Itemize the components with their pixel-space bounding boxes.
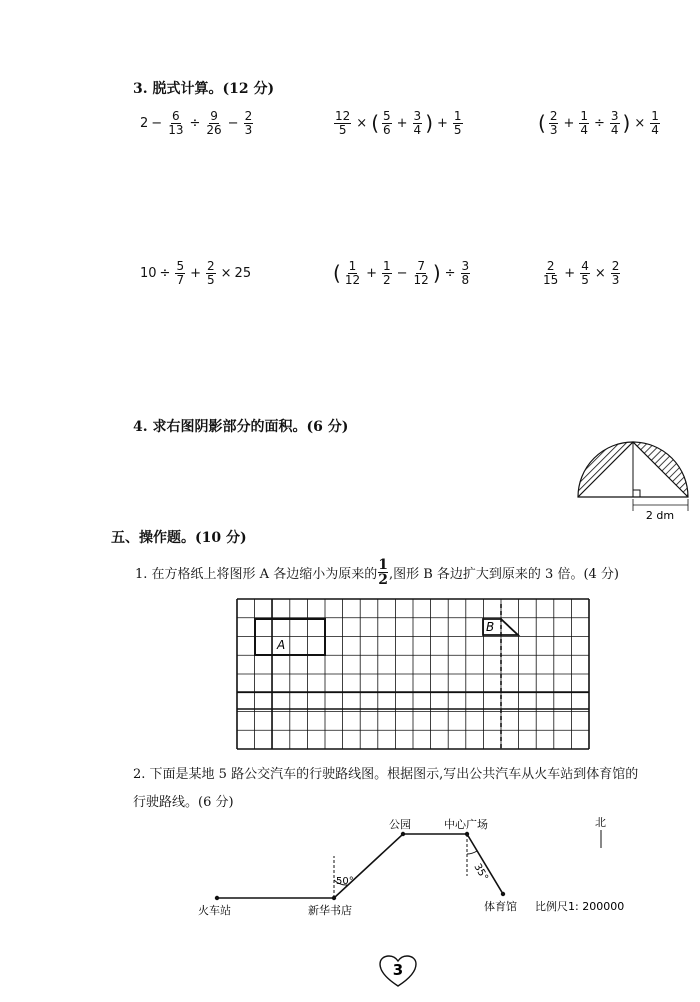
fraction-half: 1 2 (378, 557, 388, 588)
grid-paper (236, 598, 591, 751)
fraction: $\frac{2}{15}$ (543, 259, 559, 287)
operator: × (220, 265, 232, 281)
stop-label: 体育馆 (484, 900, 517, 913)
fraction: $\frac{2}{5}$ (207, 259, 215, 287)
north-label: 北 (595, 816, 606, 829)
operator: + (366, 265, 377, 281)
fraction: $\frac{2}{3}$ (611, 259, 620, 287)
fraction: $\frac{1}{5}$ (453, 109, 462, 137)
operator: + (437, 115, 448, 131)
s5-q2-line1: 2. 下面是某地 5 路公交汽车的行驶路线图。根据图示,写出公共汽车从火车站到体育馆的 (133, 767, 639, 782)
fraction: $\frac{2}{3}$ (244, 109, 253, 137)
operator: − (227, 115, 239, 131)
page-number-heart (378, 955, 418, 989)
fraction: $\frac{3}{4}$ (413, 109, 422, 137)
s5-q1-text (135, 558, 619, 587)
fraction: $\frac{9}{26}$ (206, 109, 222, 137)
operator: ÷ (189, 115, 201, 131)
paren: ( (333, 261, 341, 286)
fraction: $\frac{4}{5}$ (581, 259, 589, 287)
stop-dot (401, 832, 405, 836)
stop-dot (501, 892, 505, 896)
angle-label: 35° (471, 862, 490, 883)
s5-q2-line2: 行驶路线。(6 分) (133, 795, 234, 810)
route-map (190, 812, 660, 922)
angle-label: 50° (336, 876, 354, 887)
paren: ) (622, 111, 631, 136)
section5-title: 五、操作题。(10 分) (111, 530, 247, 546)
q3-title: 3. 脱式计算。(12 分) (133, 81, 275, 97)
operator: + (564, 265, 576, 281)
fraction: $\frac{7}{12}$ (413, 259, 429, 287)
operator: × (634, 115, 646, 131)
paren: ( (371, 111, 379, 136)
fraction: $\frac{5}{7}$ (176, 259, 185, 287)
term: 10 (140, 265, 157, 281)
page-number: 3 (392, 961, 404, 979)
scale-label: 比例尺1: 200000 (535, 900, 625, 913)
fraction: $\frac{5}{6}$ (383, 109, 391, 137)
fraction: $\frac{3}{8}$ (461, 259, 470, 287)
fraction: $\frac{1}{4}$ (580, 109, 588, 137)
fraction: $\frac{1}{2}$ (383, 259, 391, 287)
dimension-label: 2 dm (645, 509, 675, 522)
term: 2 (140, 115, 149, 131)
bus-route (217, 834, 503, 898)
fraction: $\frac{1}{4}$ (651, 109, 659, 137)
operator: − (151, 115, 163, 131)
q3-expr-1 (140, 110, 255, 136)
q3-expr-6 (540, 260, 622, 286)
s5-q1-suffix: ,图形 B 各边扩大到原来的 3 倍。(4 分) (388, 567, 619, 582)
s5-q1-prefix: 1. 在方格纸上将图形 A 各边缩小为原来的 (135, 567, 378, 582)
stop-label: 火车站 (198, 904, 231, 917)
paren: ( (538, 111, 546, 136)
angle-arc (467, 851, 477, 854)
operator: × (594, 265, 606, 281)
q3-expr-4 (140, 260, 251, 286)
fraction: $\frac{3}{4}$ (610, 109, 619, 137)
operator: + (396, 115, 408, 131)
q3-expr-5 (332, 260, 472, 286)
term: 25 (234, 265, 252, 281)
operator: + (190, 265, 201, 281)
operator: ÷ (594, 115, 605, 131)
right-angle-mark (633, 490, 640, 497)
operator: × (356, 115, 368, 131)
fraction: $\frac{12}{5}$ (335, 109, 351, 137)
operator: ÷ (444, 265, 456, 281)
stop-label: 新华书店 (308, 904, 352, 917)
paren: ) (432, 261, 441, 286)
semicircle-figure (570, 435, 690, 525)
operator: − (396, 265, 408, 281)
q4-title: 4. 求右图阴影部分的面积。(6 分) (133, 419, 349, 435)
paren: ) (425, 111, 433, 136)
q3-expr-2 (332, 110, 465, 136)
figure-b-label: B (486, 620, 495, 634)
stop-label: 中心广场 (444, 818, 488, 831)
figure-a-label: A (277, 638, 286, 652)
operator: ÷ (159, 265, 171, 281)
fraction: $\frac{1}{12}$ (344, 259, 361, 287)
stop-dot (215, 896, 219, 900)
fraction: $\frac{6}{13}$ (168, 109, 184, 137)
fraction: $\frac{2}{3}$ (549, 109, 558, 137)
stop-label: 公园 (389, 818, 411, 831)
operator: + (563, 115, 575, 131)
q3-expr-3 (537, 110, 662, 136)
